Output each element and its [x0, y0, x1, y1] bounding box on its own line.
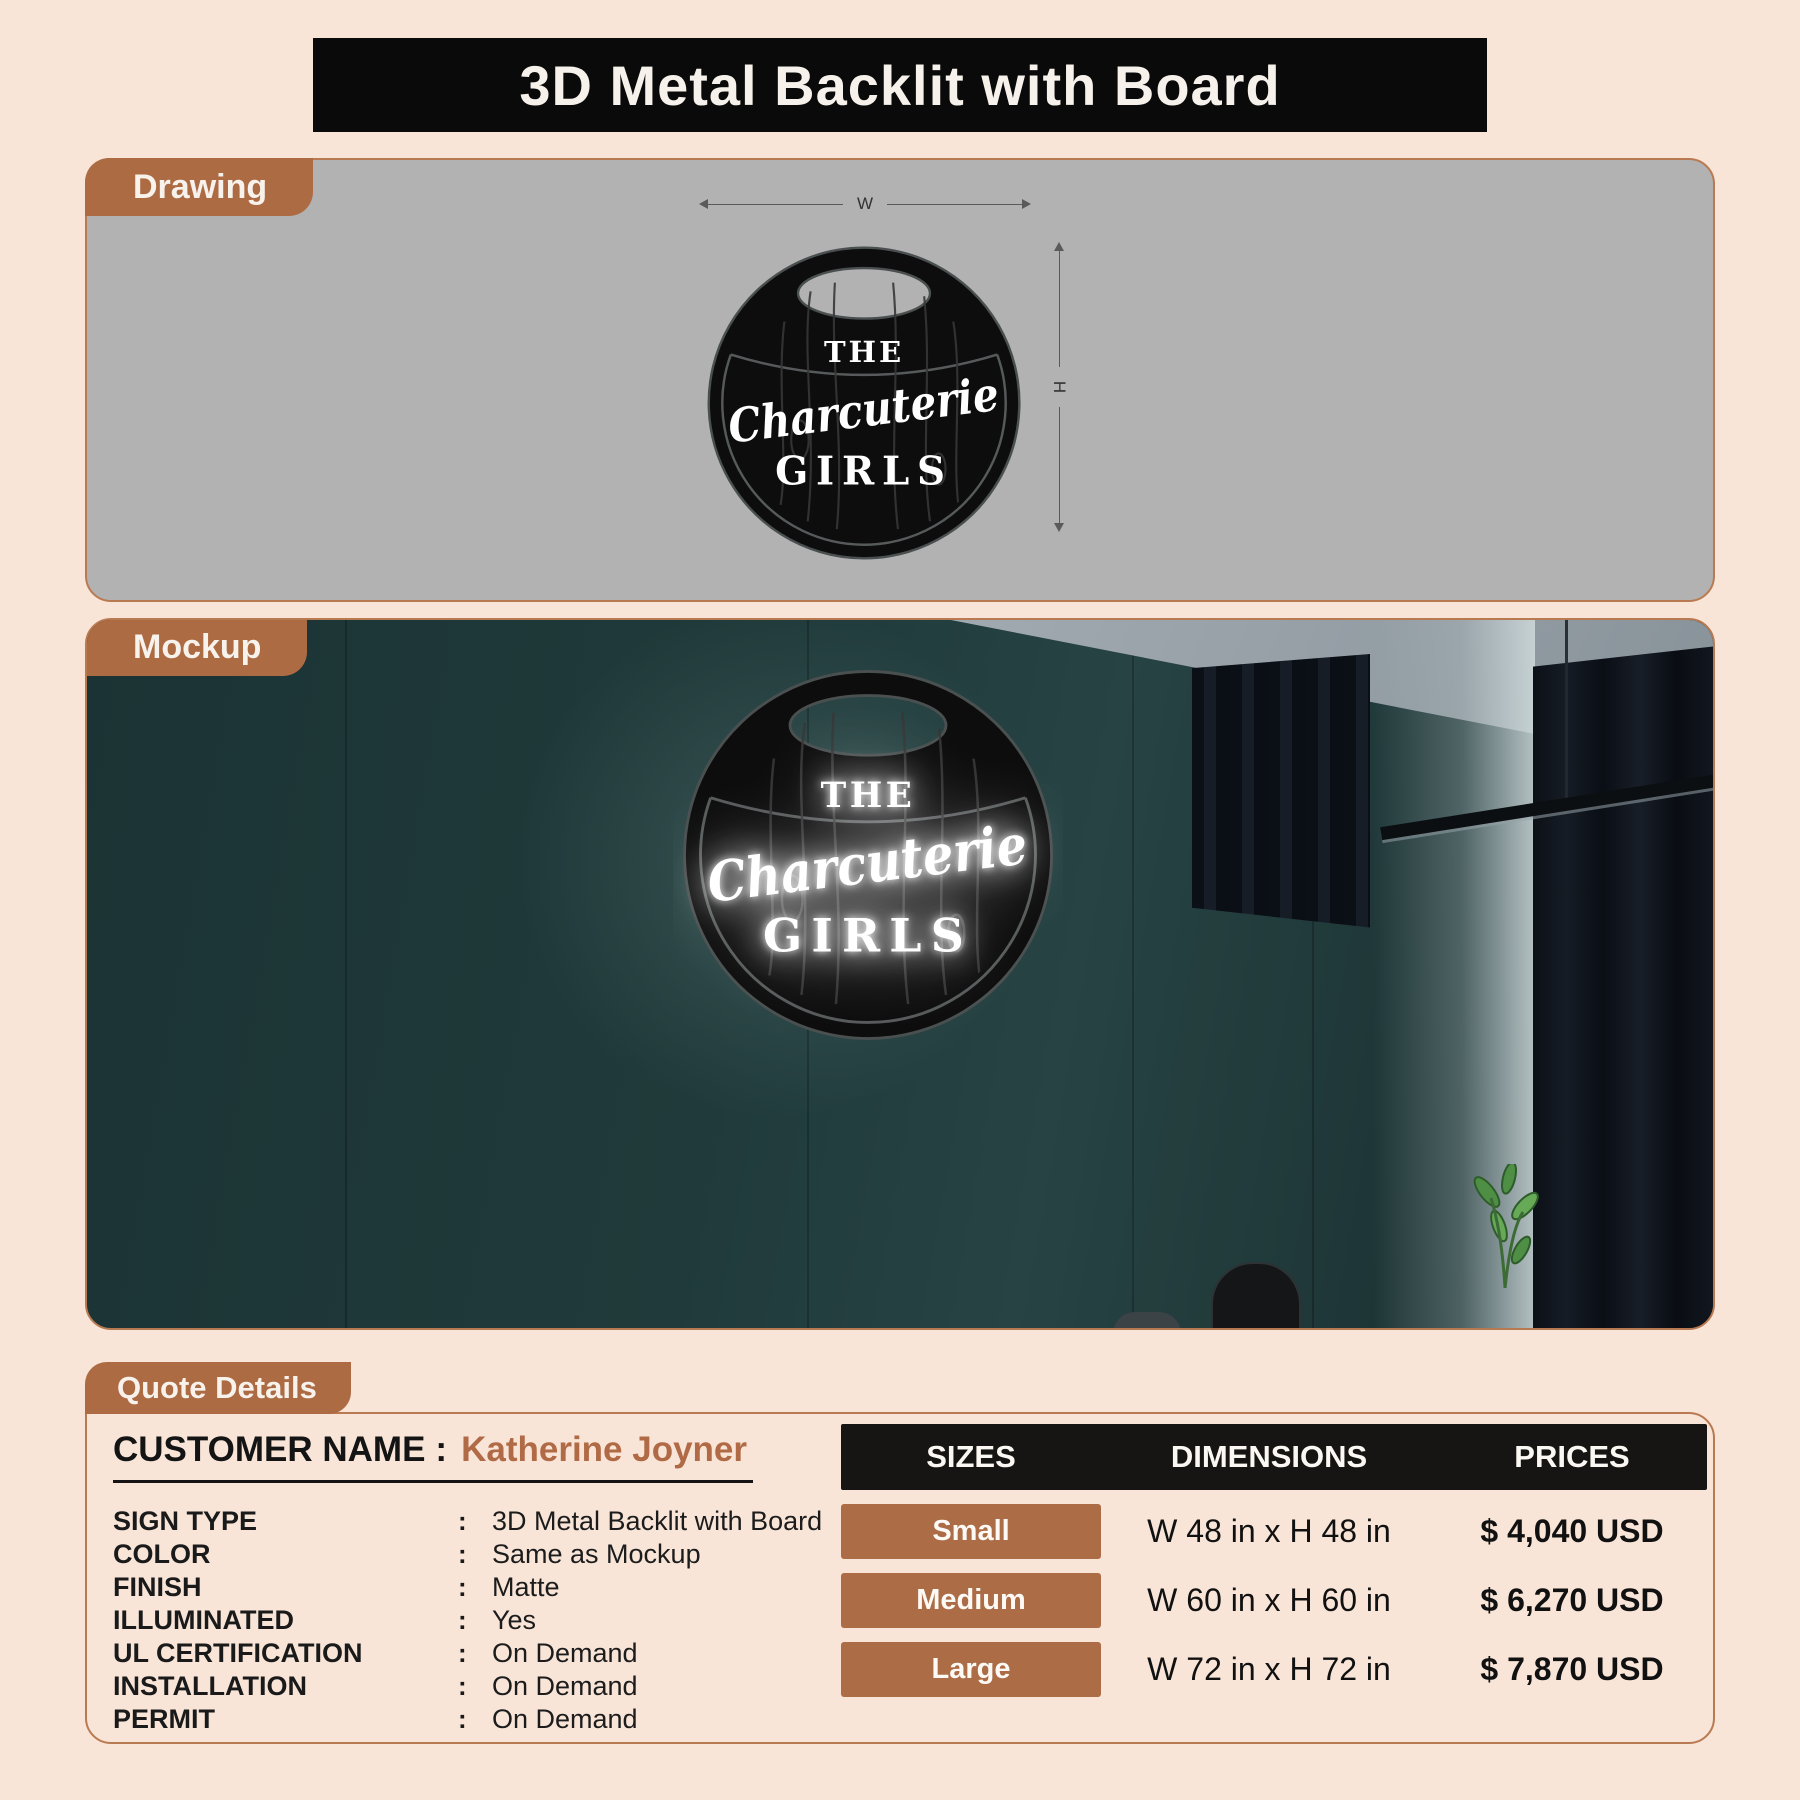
- wall-seam: [345, 620, 347, 1330]
- pendant-lamp-cable: [1565, 620, 1568, 802]
- quote-details-tab: Quote Details: [85, 1362, 351, 1414]
- chair-back-gray: [1113, 1312, 1181, 1330]
- size-chip-large[interactable]: Large: [841, 1642, 1101, 1697]
- sign-mockup-illuminated: [673, 660, 1063, 1050]
- spec-list: [113, 1506, 833, 1737]
- price-row-large: Large W 72 in x H 72 in $ 7,870 USD: [841, 1642, 1707, 1697]
- arrow-down-icon: [1054, 523, 1064, 532]
- spec-row-sign-type: SIGN TYPE : 3D Metal Backlit with Board: [113, 1506, 823, 1536]
- header-prices: PRICES: [1514, 1439, 1630, 1474]
- customer-name-value: Katherine Joyner: [461, 1430, 748, 1469]
- height-dimension-line: [1049, 242, 1069, 532]
- customer-name-label: CUSTOMER NAME: [113, 1430, 426, 1469]
- quote-details-panel: [85, 1412, 1715, 1744]
- size-chip-small[interactable]: Small: [841, 1504, 1101, 1559]
- height-label: H: [1050, 380, 1069, 394]
- wall-seam: [1132, 620, 1134, 1330]
- drawing-tab: Drawing: [85, 158, 313, 216]
- price-table-header: [841, 1424, 1707, 1490]
- spec-row-color: COLOR : Same as Mockup: [113, 1539, 701, 1569]
- spec-row-permit: PERMIT : On Demand: [113, 1704, 638, 1734]
- spec-row-ul-certification: UL CERTIFICATION : On Demand: [113, 1638, 638, 1668]
- mockup-tab: Mockup: [85, 618, 307, 676]
- header-dimensions: DIMENSIONS: [1170, 1439, 1368, 1474]
- customer-name-row: CUSTOMER NAME : Katherine Joyner: [113, 1430, 753, 1483]
- price-table: [841, 1424, 1707, 1697]
- plant: [1469, 1164, 1541, 1288]
- header-sizes: SIZES: [926, 1439, 1016, 1474]
- arrow-left-icon: [699, 199, 708, 209]
- curtain-right: [1533, 646, 1715, 1330]
- curtain-top: [1192, 654, 1370, 936]
- title-banner: [313, 38, 1487, 132]
- drawing-panel: [85, 158, 1715, 602]
- width-label: W: [856, 194, 874, 213]
- chair-back: [1211, 1262, 1301, 1330]
- sign-drawing: [699, 238, 1029, 568]
- arrow-up-icon: [1054, 242, 1064, 251]
- page-title: 3D Metal Backlit with Board: [519, 53, 1281, 117]
- spec-row-installation: INSTALLATION : On Demand: [113, 1671, 638, 1701]
- mockup-panel: [85, 618, 1715, 1330]
- spec-row-illuminated: ILLUMINATED : Yes: [113, 1605, 537, 1635]
- size-chip-medium[interactable]: Medium: [841, 1573, 1101, 1628]
- arrow-right-icon: [1022, 199, 1031, 209]
- spec-row-finish: FINISH : Matte: [113, 1572, 560, 1602]
- price-row-small: Small W 48 in x H 48 in $ 4,040 USD: [841, 1504, 1707, 1559]
- width-dimension-line: [699, 194, 1031, 214]
- price-row-medium: Medium W 60 in x H 60 in $ 6,270 USD: [841, 1573, 1707, 1628]
